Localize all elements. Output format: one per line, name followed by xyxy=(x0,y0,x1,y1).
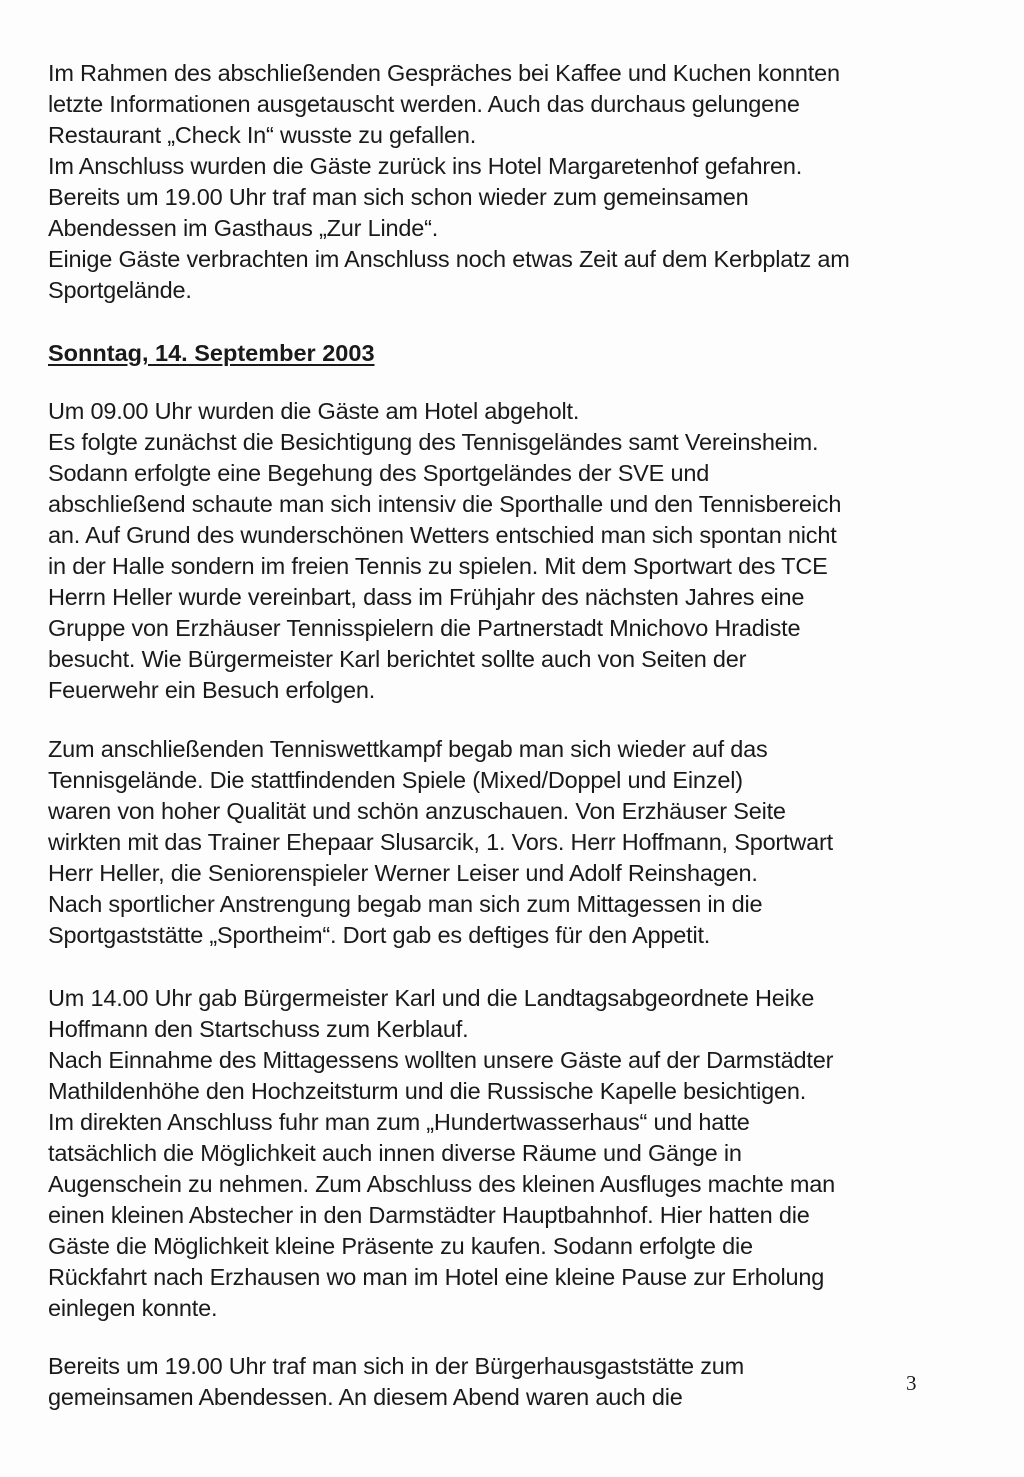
text-line: Feuerwehr ein Besuch erfolgen. xyxy=(48,677,376,703)
text-line: Tennisgelände. Die stattfindenden Spiele (Mixed/Doppel und Einzel) xyxy=(48,767,743,793)
text-line: Nach sportlicher Anstrengung begab man sich zum Mittagessen in die xyxy=(48,891,763,917)
text-line: Augenschein zu nehmen. Zum Abschluss des kleinen Ausfluges machte man xyxy=(48,1171,835,1197)
text-line: wirkten mit das Trainer Ehepaar Slusarcik, 1. Vors. Herr Hoffmann, Sportwart xyxy=(48,829,833,855)
text-line: Einige Gäste verbrachten im Anschluss noch etwas Zeit auf dem Kerbplatz am xyxy=(48,246,850,272)
text-line: Mathildenhöhe den Hochzeitsturm und die Russische Kapelle besichtigen. xyxy=(48,1078,807,1104)
text-line: Im Anschluss wurden die Gäste zurück ins Hotel Margaretenhof gefahren. xyxy=(48,153,803,179)
text-line: Sportgelände. xyxy=(48,277,192,303)
text-line: Im Rahmen des abschließenden Gespräches bei Kaffee und Kuchen konnten xyxy=(48,60,840,86)
text-line: einlegen konnte. xyxy=(48,1295,218,1321)
text-line: Um 14.00 Uhr gab Bürgermeister Karl und die Landtagsabgeordnete Heike xyxy=(48,985,815,1011)
text-line: Herrn Heller wurde vereinbart, dass im Frühjahr des nächsten Jahres eine xyxy=(48,584,805,610)
section-heading-sunday: Sonntag, 14. September 2003 xyxy=(48,340,375,366)
page-number: 3 xyxy=(906,1371,917,1395)
text-line: Nach Einnahme des Mittagessens wollten unsere Gäste auf der Darmstädter xyxy=(48,1047,834,1073)
paragraph-sunday-morning xyxy=(48,396,988,706)
text-line: tatsächlich die Möglichkeit auch innen diverse Räume und Gänge in xyxy=(48,1140,742,1166)
text-line: in der Halle sondern im freien Tennis zu spielen. Mit dem Sportwart des TCE xyxy=(48,553,828,579)
text-line: abschließend schaute man sich intensiv die Sporthalle und den Tennisbereich xyxy=(48,491,842,517)
paragraph-afternoon-excursion xyxy=(48,983,988,1324)
text-line: Sportgaststätte „Sportheim“. Dort gab es deftiges für den Appetit. xyxy=(48,922,711,948)
text-line: Es folgte zunächst die Besichtigung des Tennisgeländes samt Vereinsheim. xyxy=(48,429,819,455)
text-line: Bereits um 19.00 Uhr traf man sich schon wieder zum gemeinsamen xyxy=(48,184,749,210)
text-line: Gruppe von Erzhäuser Tennisspielern die Partnerstadt Mnichovo Hradiste xyxy=(48,615,801,641)
text-line: Zum anschließenden Tenniswettkampf begab man sich wieder auf das xyxy=(48,736,768,762)
text-line: an. Auf Grund des wunderschönen Wetters entschied man sich spontan nicht xyxy=(48,522,837,548)
paragraph-saturday-afternoon xyxy=(48,58,988,306)
text-line: Rückfahrt nach Erzhausen wo man im Hotel eine kleine Pause zur Erholung xyxy=(48,1264,825,1290)
text-line: letzte Informationen ausgetauscht werden. Auch das durchaus gelungene xyxy=(48,91,800,117)
text-line: Hoffmann den Startschuss zum Kerblauf. xyxy=(48,1016,469,1042)
text-line: gemeinsamen Abendessen. An diesem Abend waren auch die xyxy=(48,1384,683,1410)
text-line: Sodann erfolgte eine Begehung des Sportgeländes der SVE und xyxy=(48,460,710,486)
text-line: Abendessen im Gasthaus „Zur Linde“. xyxy=(48,215,439,241)
text-line: Gäste die Möglichkeit kleine Präsente zu kaufen. Sodann erfolgte die xyxy=(48,1233,753,1259)
paragraph-tennis-competition xyxy=(48,734,988,951)
text-line: Herr Heller, die Seniorenspieler Werner Leiser und Adolf Reinshagen. xyxy=(48,860,758,886)
text-line: waren von hoher Qualität und schön anzuschauen. Von Erzhäuser Seite xyxy=(48,798,786,824)
text-line: Restaurant „Check In“ wusste zu gefallen. xyxy=(48,122,477,148)
text-line: Bereits um 19.00 Uhr traf man sich in der Bürgerhausgaststätte zum xyxy=(48,1353,745,1379)
paragraph-evening-dinner xyxy=(48,1351,988,1413)
text-line: einen kleinen Abstecher in den Darmstädter Hauptbahnhof. Hier hatten die xyxy=(48,1202,810,1228)
text-line: besucht. Wie Bürgermeister Karl berichtet sollte auch von Seiten der xyxy=(48,646,747,672)
text-line: Im direkten Anschluss fuhr man zum „Hundertwasserhaus“ und hatte xyxy=(48,1109,750,1135)
text-line: Um 09.00 Uhr wurden die Gäste am Hotel abgeholt. xyxy=(48,398,580,424)
